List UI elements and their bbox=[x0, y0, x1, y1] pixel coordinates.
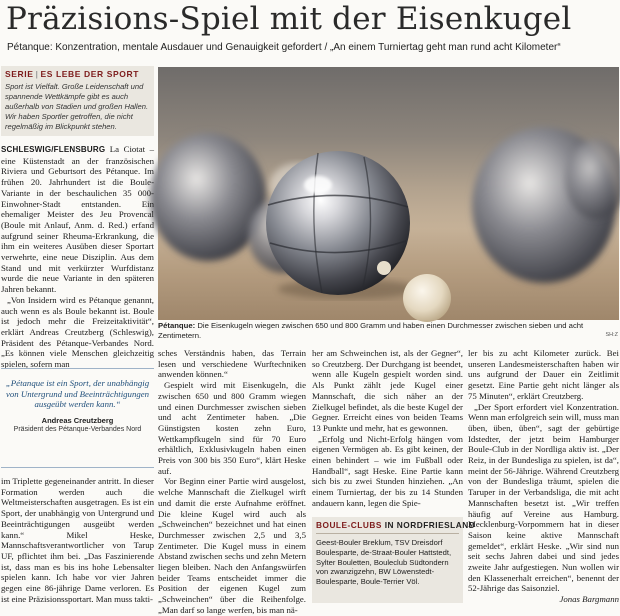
clubs-label: BOULE-CLUBS bbox=[316, 520, 382, 530]
headline: Präzisions-Spiel mit der Eisenkugel bbox=[6, 1, 572, 37]
paragraph: Gespielt wird mit Eisenkugeln, die zwischen 650 und 800 Gramm wiegen und einen Durchmesser zwischen sieben und acht Zentimeter haben. „Die Günstigsten kosten zehn Euro, Wettkampfkugeln sind für 70 Euro erhältlich, Exklusivkugeln haben einen Preis von 300 bis 350 Euro“, klärt Heske auf. bbox=[158, 380, 306, 476]
quote-author: Andreas Creutzberg bbox=[41, 415, 114, 425]
serie-text: Sport ist Vielfalt. Große Leidenschaft und spannende Wettkämpfe gibt es auch außerhalb von Stadien und großen Hallen. Wir haben Sportler getroffen, die nicht regelmäßig im Blickpunkt stehen. bbox=[5, 82, 149, 131]
subheadline: Pétanque: Konzentration, mentale Ausdauer und Genauigkeit gefordert / „An einem Turniertag geht man rund acht Kilometer“ bbox=[7, 42, 561, 53]
serie-label: SERIE bbox=[5, 69, 34, 79]
quote-role: Präsident des Pétanque-Verbandes Nord bbox=[13, 425, 142, 433]
dateline: SCHLESWIG/FLENSBURG bbox=[1, 145, 106, 154]
paragraph: „Der Sport erfordert viel Konzentration. Wenn man erfolgreich sein will, muss man üben, üben, üben“, sagt der gebürtige Idstedter, der jetzt beim Hamburger Boule-Club in der Nordliga aktiv ist. „Der Reiz, in der Bundesliga zu spielen, ist da“, meint der 56-Jährige. Während Creutzberg von der Bundesliga träumt, spielen die Taruper in der Verbandsliga, die mit acht Mannschaften besetzt ist. „Wir treffen häufig auf Vereine aus Hamburg. Mecklenburg-Vorpommern hat in dieser Saison keine aktive Mannschaft gemeldet“, erklärt Heske. „Wir sind nun seit sechs Jahren dabei und sind jedes zweite Jahr aufgestiegen. Nun wollen wir den Klassenerhalt erreichen“, benennt der 52-Jährige das Saisonziel. bbox=[468, 401, 619, 594]
paragraph: ler bis zu acht Kilometer zurück. Bei unseren Landesmeisterschaften haben wir uns aufgrund der Dauer ein Zeitlimit gesetzt. Eine Partie geht nicht länger als 75 Minuten“, erklärt Creutzberg. bbox=[468, 348, 619, 401]
serie-info-box bbox=[1, 66, 154, 136]
author-byline: Jonas Bargmann bbox=[559, 594, 619, 605]
paragraph: Vor Beginn einer Partie wird ausgelost, welche Mannschaft die Zielkugel wirft und damit die erste Aufnahme eröffnet. Die kleine Kugel wird auch als „Schweinchen“ bezeichnet und hat einen Durchmesser zwischen 2,5 und 3,5 Zentimeter. Die Kugel muss in einem Abstand zwischen sechs und zehn Metern liegen bleiben. Nach den Anfangswürfen beider Teams entscheidet immer die Position der eigenen Kugel zum „Schweinchen“ über die Reihenfolge. „Man darf so lange werfen, bis man nä- bbox=[158, 476, 306, 615]
lead-paragraph bbox=[1, 144, 154, 295]
clubs-title: IN NORDFRIESLAND bbox=[384, 520, 476, 530]
column-4 bbox=[468, 348, 619, 604]
pull-quote bbox=[1, 368, 154, 468]
paragraph: sches Verständnis haben, das Terrain lesen und verschiedene Wurftechniken anwenden können.“ bbox=[158, 348, 306, 380]
paragraph: „Von Insidern wird es Pétanque genannt, auch wenn es als Boule bekannt ist. Boule ist jedoch mehr die Freizeitaktivität“, erklärt Andreas Creutzberg (Schleswig), Präsident des Pétanque-Verbandes Nord. „Es können viele Menschen gleichzeitig spielen, sofern man bbox=[1, 294, 154, 370]
column-1-bottom bbox=[1, 476, 154, 604]
photo-credit: SH:Z bbox=[605, 332, 618, 338]
photo-caption bbox=[158, 321, 619, 341]
paragraph: „Erfolg und Nicht-Erfolg hängen vom eigenen Vermögen ab. Es gibt keinen, der einen behindert – wie im Fußball oder Handball“, sagt Heske. Eine Partie kann sich bis zu zwei Stunden hinziehen. „An einem Turniertag, der bis zu 14 Stunden andauern kann, legen die Spie- bbox=[312, 433, 463, 508]
column-1-top bbox=[1, 144, 154, 370]
clubs-list: Geest-Bouler Breklum, TSV Dreisdorf Boulesparte, de-Straat-Bouler Hattstedt, Sylter Bouletten, Bouleclub Südtondern von zwanzigzehn, BW Löwenstedt-Boulesparte, Boule-Terrier Völ. bbox=[316, 538, 452, 587]
petanque-balls-image bbox=[158, 67, 619, 320]
caption-label: Pétanque: bbox=[158, 321, 196, 330]
column-2 bbox=[158, 348, 306, 615]
paragraph: im Triplette gegeneinander antritt. In dieser Formation werden auch die Weltmeisterschaften ausgetragen. Es ist ein Sport, der unabhängig von Untergrund und Beeinträchtigungen ausgeübt werden kann.“ Mikel Heske, Mannschaftsverantwortlicher von Tarup UF, pflichtet ihm bei. „Das Faszinierende ist, dass man es bis ins hohe Lebensalter spielen kann. Ich habe vor vier Jahren gegen eine 86-jährige Dame verloren. Es ist eine Präzisionssportart. Man muss takti- bbox=[1, 476, 154, 604]
caption-text: Die Eisenkugeln wiegen zwischen 650 und 800 Gramm und haben einen Durchmesser zwischen sieben und acht Zentimetern. bbox=[158, 321, 584, 340]
serie-title: ES LEBE DER SPORT bbox=[40, 69, 140, 79]
article-photo bbox=[158, 67, 619, 320]
lead-text: La Ciotat – eine Küstenstadt an der französischen Riviera und Geburtsort des Pétanque. Im frühen 20. Jahrhundert ist die Boule-Variante in der beschaulichen 35 000-Einwohner-Stadt entstanden. Ein ehemaliger Meister des Jeu Provencal (Boule mit Anlauf, Anm. d. Red.) erfand aufgrund seiner Rheuma-Erkrankung, die ihm ein weiteres Ausüben dieser Sportart verwehrte, eine neue Disziplin. Aus dem Stand und mit verkürzter Wurfdistanz wurde die neue Variante in den späteren Jahren bekannt. bbox=[1, 144, 154, 295]
clubs-header bbox=[316, 520, 476, 534]
serie-header: SERIE | ES LEBE DER SPORT bbox=[5, 69, 140, 79]
quote-text: „Pétanque ist ein Sport, der unabhängig von Untergrund und Beeinträchtigungen ausgeübt werden kann.“ bbox=[5, 378, 150, 409]
boule-clubs-box bbox=[312, 517, 476, 603]
paragraph: her am Schweinchen ist, als der Gegner“, so Creutzberg. Der Durchgang ist beendet, wenn alle Kugeln gespielt worden sind. Als Punkt zählt jede Kugel einer Mannschaft, die sich näher an der Zielkugel befindet, als die beste Kugel der Gegner. Erreicht eines von beiden Teams 13 Punkte und mehr, hat es gewonnen. bbox=[312, 348, 463, 433]
column-3 bbox=[312, 348, 463, 512]
